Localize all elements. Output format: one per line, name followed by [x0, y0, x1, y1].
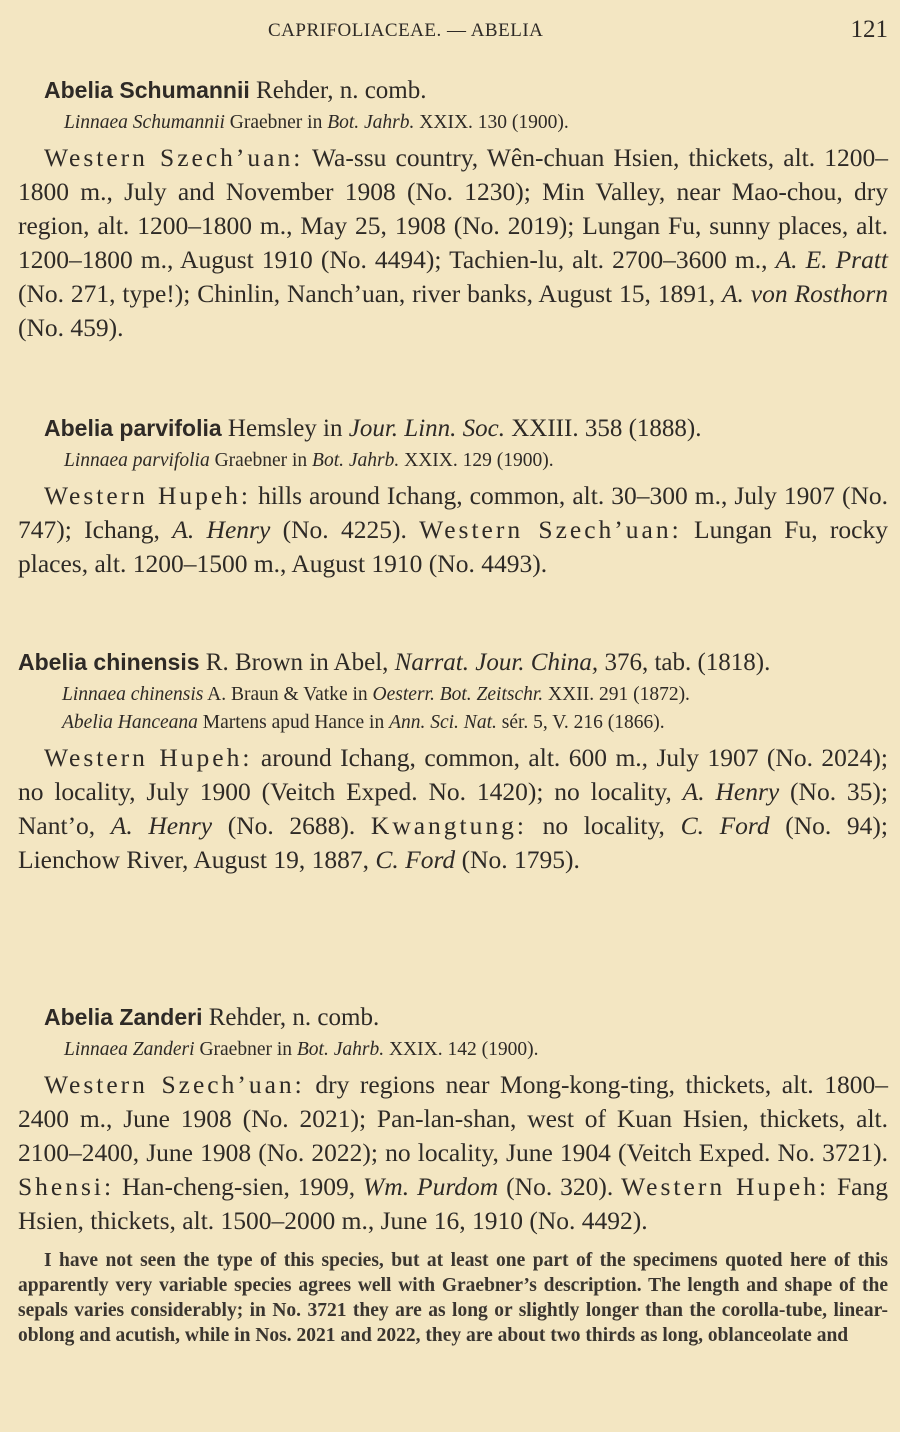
synonym-citation — [18, 1038, 888, 1062]
italic-text: Linnaea Schumannii — [64, 112, 225, 133]
italic-text: A. E. Pratt — [775, 245, 888, 274]
locality-region: Western Szech’uan: — [44, 143, 304, 172]
locality-region: Western Szech’uan: — [44, 1070, 305, 1099]
text-run: XXII. 291 (1872). — [543, 684, 690, 705]
text-run: hills around Ichang, common, alt. 30–300 m., July 1907 (No. 747); Ichang, — [18, 481, 889, 544]
text-run: (No. 1795). — [455, 845, 580, 874]
text-run: (No. 271, type!); Chinlin, Nanch’uan, river banks, August 15, 1891, — [18, 279, 722, 308]
italic-text: Bot. Jahrb. — [327, 112, 415, 133]
italic-text: Linnaea Zanderi — [64, 1039, 195, 1060]
text-run: XXIII. 358 (1888). — [505, 415, 702, 442]
specimen-localities — [18, 741, 888, 877]
text-run: Han-cheng-sien, 1909, — [114, 1172, 364, 1201]
text-run: (No. 94); Lienchow River, August 19, 1887, — [18, 811, 889, 874]
species-heading — [18, 74, 888, 107]
locality-region: Western Hupeh: — [44, 481, 252, 510]
italic-text: A. von Rosthorn — [721, 279, 889, 308]
species-name: Abelia parvifolia — [44, 415, 222, 441]
text-run: 376, tab. (1818). — [598, 649, 771, 676]
running-header — [0, 14, 900, 48]
italic-text: Jour. Linn. Soc. — [348, 415, 505, 442]
text-run: sér. 5, V. 216 (1866). — [496, 712, 665, 733]
locality-region: Western Hupeh: — [621, 1172, 830, 1201]
italic-text: A. Henry — [110, 811, 213, 840]
synonym-citation — [18, 111, 888, 135]
text-run: around Ichang, common, alt. 600 m., July 1907 (No. 2024); no locality, July 1900 (Veitch Exped. No. 1420); no locality, — [18, 743, 888, 806]
text-run: Lungan Fu, rocky places, alt. 1200–1500 m., August 1910 (No. 4493). — [18, 515, 888, 578]
text-run: dry regions near Mong-kong-ting, thickets, alt. 1800–2400 m., June 1908 (No. 2021); Pan-lan-shan, west of Kuan Hsien, thickets, alt. 2100–2400, June 1908 (No. 2022); no locality, June 1904 (Veitch Exped. No. 3721). — [18, 1070, 888, 1167]
italic-text: Ann. Sci. Nat. — [389, 712, 497, 733]
italic-text: A. Henry — [172, 515, 271, 544]
text-run: Martens apud Hance in — [197, 712, 390, 733]
italic-text: A. Henry — [682, 777, 780, 806]
species-name: Abelia chinensis — [18, 649, 200, 675]
species-heading — [18, 1001, 888, 1034]
page-number: 121 — [850, 16, 888, 43]
locality-region: Shensi: — [18, 1172, 115, 1201]
species-entry-abelia-schumannii — [18, 74, 888, 345]
italic-text: Narrat. Jour. China, — [394, 649, 599, 676]
text-run: Wa-ssu country, Wên-chuan Hsien, thickets, alt. 1200–1800 m., July and November 1908 (No. 1230); Min Valley, near Mao-chou, dry region, alt. 1200–1800 m., May 25, 1908 (No. 2019); Lungan Fu, sunny places, alt. 1200–1800 m., August 1910 (No. 4494); Tachien-lu, alt. 2700–3600 m., — [18, 143, 888, 274]
synonym-citation — [18, 711, 888, 735]
text-run: Graebner in — [194, 1039, 297, 1060]
species-entry-abelia-chinensis — [18, 646, 888, 877]
text-run: (No. 2688). — [212, 811, 371, 840]
text-run: Graebner in — [224, 112, 328, 133]
text-run: Hemsley in — [221, 415, 349, 442]
text-run: (No. 459). — [18, 313, 124, 342]
italic-text: Oesterr. Bot. Zeitschr. — [372, 684, 544, 705]
text-run: (No. 35); Nant’o, — [18, 777, 888, 840]
text-run: Rehder, n. comb. — [249, 77, 427, 104]
text-run: Rehder, n. comb. — [202, 1004, 380, 1031]
taxonomic-note — [18, 1248, 888, 1348]
species-name: Abelia Schumannii — [44, 77, 250, 103]
text-run: (No. 4225). — [270, 515, 420, 544]
text-run: (No. 320). — [498, 1172, 622, 1201]
italic-text: Bot. Jahrb. — [312, 450, 400, 471]
italic-text: Linnaea parvifolia — [64, 450, 210, 471]
italic-text: Wm. Purdom — [363, 1172, 499, 1201]
text-run: A. Braun & Vatke in — [203, 684, 373, 705]
synonym-citation — [18, 449, 888, 473]
locality-region: Western Szech’uan: — [419, 515, 682, 544]
text-run: R. Brown in Abel, — [199, 649, 395, 676]
text-run: XXIX. 129 (1900). — [399, 450, 554, 471]
text-run: XXIX. 142 (1900). — [384, 1039, 539, 1060]
species-heading — [0, 646, 888, 679]
species-entry-abelia-parvifolia — [18, 412, 888, 581]
locality-region: Western Hupeh: — [44, 743, 253, 772]
specimen-localities — [18, 1068, 888, 1238]
text-run: XXIX. 130 (1900). — [414, 112, 569, 133]
running-title: CAPRIFOLIACEAE. — ABELIA — [268, 20, 544, 41]
italic-text: C. Ford — [375, 845, 456, 874]
locality-region: Kwangtung: — [370, 811, 527, 840]
species-heading — [18, 412, 888, 445]
italic-text: C. Ford — [680, 811, 770, 840]
text-run: Graebner in — [209, 450, 313, 471]
specimen-localities — [18, 141, 888, 345]
text-run: I have not seen the type of this species, but at least one part of the specimens quoted here of this apparently very variable species agrees well with Graebner’s description. The length and shape of the sepals varies considerably; in No. 3721 they are as long or slightly longer than the corolla-tube, linear-oblong and acutish, while in Nos. 2021 and 2022, they are about two thirds as long, oblanceolate and — [18, 1250, 888, 1346]
italic-text: Bot. Jahrb. — [296, 1039, 385, 1060]
species-entry-abelia-zanderi — [18, 1001, 888, 1348]
synonym-citation — [18, 683, 888, 707]
text-run: Fang Hsien, thickets, alt. 1500–2000 m., June 16, 1910 (No. 4492). — [18, 1172, 888, 1235]
italic-text: Linnaea chinensis — [62, 684, 204, 705]
specimen-localities — [18, 479, 888, 581]
species-name: Abelia Zanderi — [44, 1004, 203, 1030]
text-run: no locality, — [526, 811, 681, 840]
italic-text: Abelia Hanceana — [62, 712, 198, 733]
